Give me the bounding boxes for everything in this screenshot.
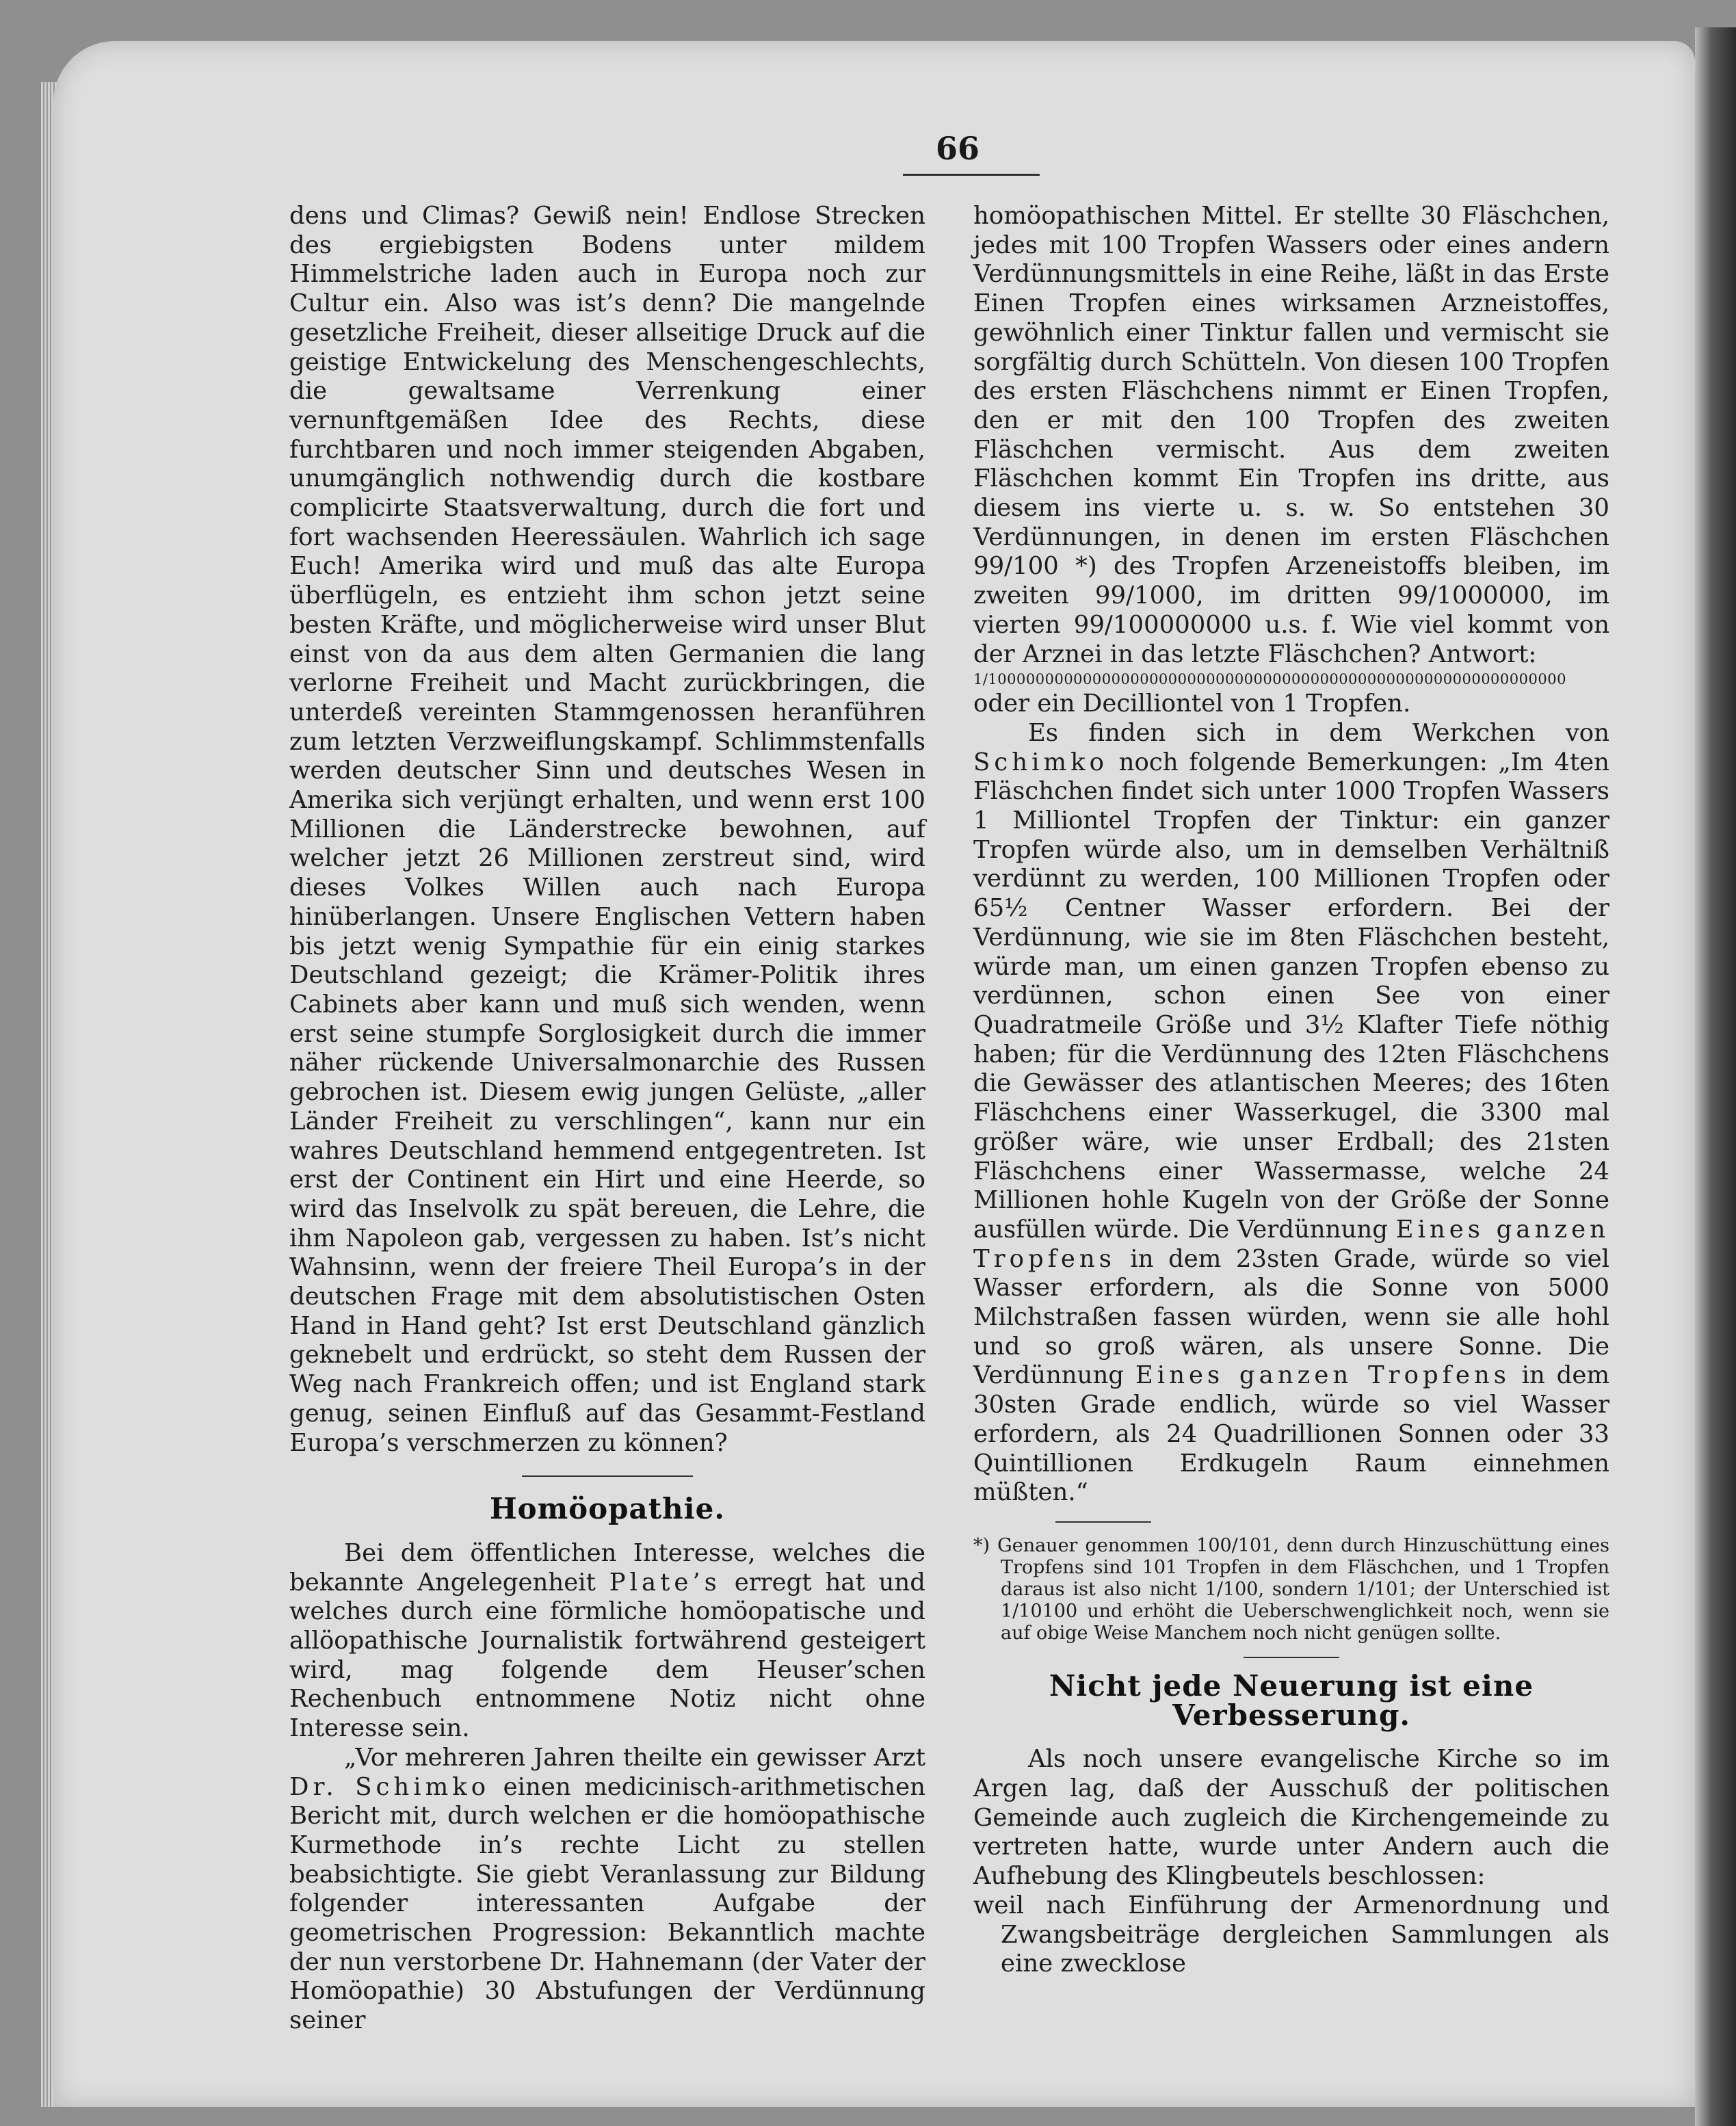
text-run: Bei dem öffentlichen Interesse, welches die bekannte Angelegenheit <box>289 1538 925 1597</box>
text-run: in dem 23sten Grade, würde so viel Wasser erfordern, als die Sonne von 5000 Milchstraßen fassen würden, wenn sie alle hohl und so groß wären, als unsere Sonne. Die Verdünnung <box>973 1244 1609 1390</box>
text-run: erregt hat und welches durch eine förmliche homöopatische und allöopathische Journalistik fortwährend gesteigert wird, mag folgende dem Heuser’schen Rechenbuch entnommene Notiz nicht ohne Interesse sein. <box>289 1568 925 1743</box>
text-run: in dem 30sten Grade endlich, würde so viel Wasser erfordern, als 24 Quadrillionen Sonnen oder 33 Quintillionen Erdkugeln Raum einnehmen müßten.“ <box>973 1361 1609 1507</box>
left-intro-paragraph: dens und Climas? Gewiß nein! Endlose Strecken des ergiebigsten Bodens unter mildem Himmelstriche laden auch in Europa noch zur Cultur ein. Also was ist’s denn? Die mangelnde gesetzliche Freiheit, dieser allseitige Druck auf die geistige Entwickelung des Menschengeschlechts, die gewaltsame Verrenkung einer vernunftgemäßen Idee des Rechts, diese furchtbaren und noch immer steigenden Abgaben, unumgänglich nothwendig durch die kostbare complicirte Staatsverwaltung, durch die fort und fort wachsenden Heeressäulen. Wahrlich ich sage Euch! Amerika wird und muß das alte Europa überflügeln, es entzieht ihm schon jetzt seine besten Kräfte, und möglicherweise wird unser Blut einst von da aus dem alten Germanien die lang verlorne Freiheit und Macht zurückbringen, die unterdeß vereinten Stammgenossen heranführen zum letzten Verzweiflungskampf. Schlimmstenfalls werden deutscher Sinn und deutsches Wesen in Amerika sich verjüngt erhalten, und wenn erst 100 Millionen die Länderstrecke bewohnen, auf welcher jetzt 26 Millionen zerstreut sind, wird dieses Volkes Willen auch nach Europa hinüberlangen. Unsere Englischen Vettern haben bis jetzt wenig Sympathie für ein einig starkes Deutschland gezeigt; die Krämer-Politik ihres Cabinets aber kann und muß sich wenden, wenn erst seine stumpfe Sorglosigkeit durch die immer näher rückende Universalmonarchie des Russen gebrochen ist. Diesem ewig jungen Gelüste, „aller Länder Freiheit zu verschlingen“, kann nur ein wahres Deutschland hemmend entgegentreten. Ist erst der Continent ein Hirt und eine Heerde, so wird das Inselvolk zu spät bereuen, die Lehre, die ihm Napoleon gab, vergessen zu haben. Ist’s nicht Wahnsinn, wenn der freiere Theil Europa’s in der deutschen Frage mit dem absolutistischen Osten Hand in Hand geht? Ist erst Deutschland gänzlich geknebelt und erdrückt, so steht dem Russen der Weg nach Frankreich offen; und ist England stark genug, seinen Einfluß auf das Gesammt-Festland Europa’s verschmerzen zu können? <box>289 202 925 1457</box>
text-run: noch folgende Bemerkungen: „Im 4ten Fläschchen findet sich unter 1000 Tropfen Wassers 1 Milliontel Tropfen der Tinktur: ein ganzer Tropfen würde also, um in demselben Verhältniß verdünnt zu werden, 100 Millionen Tropfen oder 65½ Centner Wasser erfordern. Bei der Verdünnung, wie sie im 8ten Fläschchen besteht, würde man, um einen ganzen Tropfen ebenso zu verdünnen, schon einen See von einer Quadratmeile Größe und 3½ Klafter Tiefe nöthig haben; für die Verdünnung des 12ten Fläschchens die Gewässer des atlantischen Meeres; des 16ten Fläschchens einer Wasserkugel, die 3300 mal größer wäre, wie unser Erdball; des 21sten Fläschchens einer Wassermasse, welche 24 Millionen hohle Kugeln von der Größe der Sonne ausfüllen würde. Die Verdünnung <box>973 748 1609 1244</box>
text-run: „Vor mehreren Jahren theilte ein gewisser Arzt <box>344 1743 925 1772</box>
right-paragraph-1-end: oder ein Decilliontel von 1 Tropfen. <box>973 690 1411 718</box>
left-column <box>289 202 925 2036</box>
right-paragraph-1: homöopathischen Mittel. Er stellte 30 Fläschchen, jedes mit 100 Tropfen Wassers oder eines andern Verdünnungsmittels in eine Reihe, läßt in das Erste Einen Tropfen eines wirksamen Arzneistoffes, gewöhnlich einer Tinktur fallen und vermischt sie sorgfältig durch Schütteln. Von diesen 100 Tropfen des ersten Fläschchens nimmt er Einen Tropfen, den er mit den 100 Tropfen des zweiten Fläschchen vermischt. Aus dem zweiten Fläschchen kommt Ein Tropfen ins dritte, aus diesem ins vierte u. s. w. So entstehen 30 Verdünnungen, in denen im ersten Fläschchen 99/100 *) des Tropfen Arzeneistoffs bleiben, im zweiten 99/1000, im dritten 99/1000000, im vierten 99/100000000 u.s. f. Wie viel kommt von der Arznei in das letzte Fläschchen? Antwort: <box>973 202 1609 668</box>
neuerung-paragraph-2: weil nach Einführung der Armenordnung und Zwangsbeiträge dergleichen Sammlungen als eine zwecklose <box>973 1891 1609 1978</box>
right-column <box>973 202 1609 1979</box>
decillion-fraction: 1/1000000000000000000000000000000000000000000000000000000000000 <box>973 671 1566 688</box>
footnote-rule <box>1055 1521 1151 1523</box>
name-schimko: Dr. Schimko <box>289 1772 490 1801</box>
section-divider <box>1244 1657 1339 1658</box>
homoeopathie-paragraph-1 <box>289 1539 925 1744</box>
footnote: *) Genauer genommen 100/101, denn durch Hinzuschüttung eines Tropfens sind 101 Tropfen in dem Fläschchen, und 1 Tropfen daraus ist also nicht 1/100, sondern 1/101; der Unterschied ist 1/10100 und erhöht die Ueberschwenglichkeit noch, wenn sie auf obige Weise Manchem noch nicht genügen sollte. <box>973 1534 1609 1644</box>
section-divider <box>522 1475 693 1477</box>
name-hahnemann: Dr. Hahnemann <box>549 1947 744 1976</box>
section-title-neuerung: Nicht jede Neuerung ist eine Verbesserung. <box>1049 1668 1534 1732</box>
name-schimko: Schimko <box>973 748 1108 776</box>
spaced-phrase: Eines ganzen Tropfens <box>1135 1361 1510 1390</box>
name-plate: Plate’s <box>609 1568 721 1597</box>
neuerung-paragraph-1: Als noch unsere evangelische Kirche so im Argen lag, daß der Ausschuß der politischen Gemeinde auch zugleich die Kirchengemeinde zu vertreten hatte, wurde unter Andern auch die Aufhebung des Klingbeutels beschlossen: <box>973 1745 1609 1891</box>
text-run: einen medicinisch-arithmetischen Bericht mit, durch welchen er die homöopathische Kurmethode in’s rechte Licht zu stellen beabsichtigte. Sie giebt Veranlassung zur Bildung folgender interessanten Aufgabe der geometrischen Progression: Bekanntlich machte der nun verstorbene <box>289 1772 925 1976</box>
right-paragraph-2 <box>973 719 1609 1508</box>
page-number: 66 <box>935 130 979 167</box>
section-title-homoeopathie: Homöopathie. <box>490 1492 725 1526</box>
spaced-phrase: Eines ganzen Tropfens <box>973 1215 1609 1273</box>
book-spine <box>1695 27 1736 2126</box>
text-run: Es finden sich in dem Werkchen von <box>1028 718 1609 747</box>
page-number-rule <box>903 174 1040 176</box>
homoeopathie-paragraph-2 <box>289 1744 925 2036</box>
text-run: (der Vater der Homöopathie) 30 Abstufungen der Verdünnung seiner <box>289 1947 925 2035</box>
